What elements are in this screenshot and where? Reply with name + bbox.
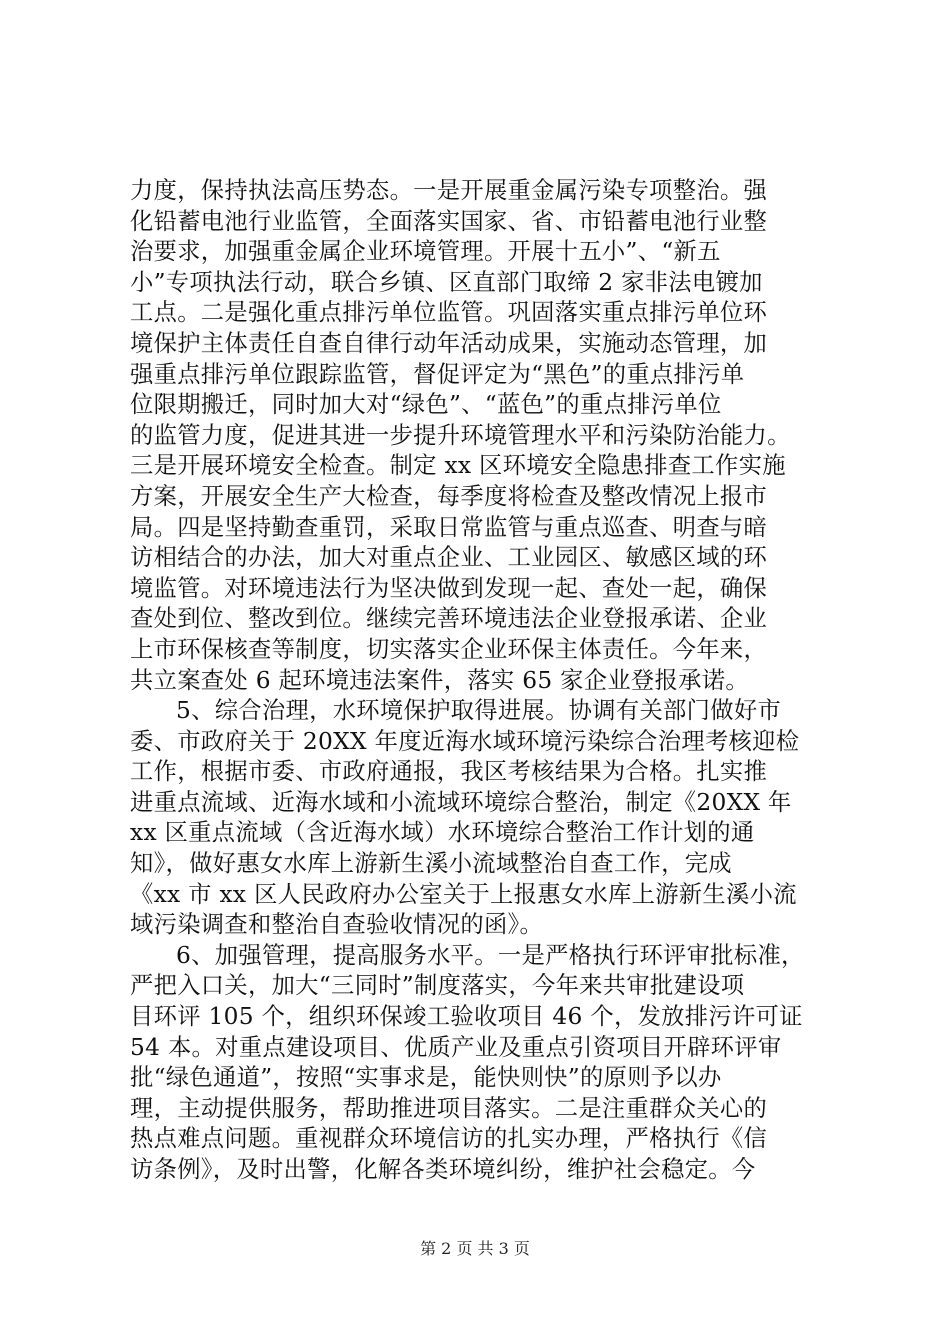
text-line: 治要求，加强重金属企业环境管理。开展十五小”、“新五 xyxy=(130,238,721,266)
text-line: 进重点流域、近海水域和小流域环境综合整治，制定《20XX 年 xyxy=(130,788,792,816)
text-line: 热点难点问题。重视群众环境信访的扎实办理，严格执行《信 xyxy=(130,1125,768,1153)
text-line: 境保护主体责任自查自律行动年活动成果，实施动态管理，加 xyxy=(130,329,768,357)
paragraph-start-line: 5、综合治理，水环境保护取得进展。协调有关部门做好市 xyxy=(176,697,782,725)
text-line: 《xx 市 xx 区人民政府办公室关于上报惠女水库上游新生溪小流 xyxy=(130,880,797,908)
text-line: 目环评 105 个，组织环保竣工验收项目 46 个，发放排污许可证 xyxy=(130,1003,803,1031)
text-line: 小”专项执法行动，联合乡镇、区直部门取缔 2 家非法电镀加 xyxy=(130,268,763,296)
paragraph-start-line: 6、加强管理，提高服务水平。一是严格执行环评审批标准， xyxy=(176,941,805,969)
text-line: 位限期搬迁，同时加大对“绿色”、“蓝色”的重点排污单位 xyxy=(130,391,722,419)
text-line: 局。四是坚持勤查重罚，采取日常监管与重点巡查、明查与暗 xyxy=(130,513,768,541)
text-line: 访相结合的办法，加大对重点企业、工业园区、敏感区域的环 xyxy=(130,544,768,572)
text-line: 委、市政府关于 20XX 年度近海水域环境污染综合治理考核迎检 xyxy=(130,727,800,755)
text-line: 共立案查处 6 起环境违法案件，落实 65 家企业登报承诺。 xyxy=(130,666,749,694)
text-line: 知》，做好惠女水库上游新生溪小流域整治自查工作，完成 xyxy=(130,850,732,878)
text-line: 工点。二是强化重点排污单位监管。巩固落实重点排污单位环 xyxy=(130,299,768,327)
text-line: 化铅蓄电池行业监管，全面落实国家、省、市铅蓄电池行业整 xyxy=(130,207,768,235)
text-line: 境监管。对环境违法行为坚决做到发现一起、查处一起，确保 xyxy=(130,574,768,602)
text-line: 三是开展环境安全检查。制定 xx 区环境安全隐患排查工作实施 xyxy=(130,452,786,480)
text-line: 力度，保持执法高压势态。一是开展重金属污染专项整治。强 xyxy=(130,177,768,204)
text-line: 上市环保核查等制度，切实落实企业环保主体责任。今年来， xyxy=(130,635,768,663)
text-line: 的监管力度，促进其进一步提升环境管理水平和污染防治能力。 xyxy=(130,421,791,449)
text-line: xx 区重点流域（含近海水域）水环境综合整治工作计划的通 xyxy=(130,819,755,847)
text-line: 理，主动提供服务，帮助推进项目落实。二是注重群众关心的 xyxy=(130,1094,768,1122)
text-line: 强重点排污单位跟踪监管，督促评定为“黑色”的重点排污单 xyxy=(130,360,745,388)
text-line: 54 本。对重点建设项目、优质产业及重点引资项目开辟环评审 xyxy=(130,1033,782,1061)
text-line: 批“绿色通道”，按照“实事求是，能快则快”的原则予以办 xyxy=(130,1064,722,1092)
text-line: 工作，根据市委、市政府通报，我区考核结果为合格。扎实推 xyxy=(130,758,768,786)
text-line: 访条例》，及时出警，化解各类环境纠纷，维护社会稳定。今 xyxy=(130,1156,756,1183)
body-text xyxy=(130,176,830,1186)
page-footer xyxy=(0,1239,950,1259)
page-number-label: 第 2 页 共 3 页 xyxy=(420,1239,530,1258)
text-line: 方案，开展安全生产大检查，每季度将检查及整改情况上报市 xyxy=(130,482,768,510)
text-line: 严把入口关，加大“三同时”制度落实，今年来共审批建设项 xyxy=(130,972,745,1000)
text-line: 域污染调查和整治自查验收情况的函》。 xyxy=(130,911,544,939)
text-line: 查处到位、整改到位。继续完善环境违法企业登报承诺、企业 xyxy=(130,605,768,633)
